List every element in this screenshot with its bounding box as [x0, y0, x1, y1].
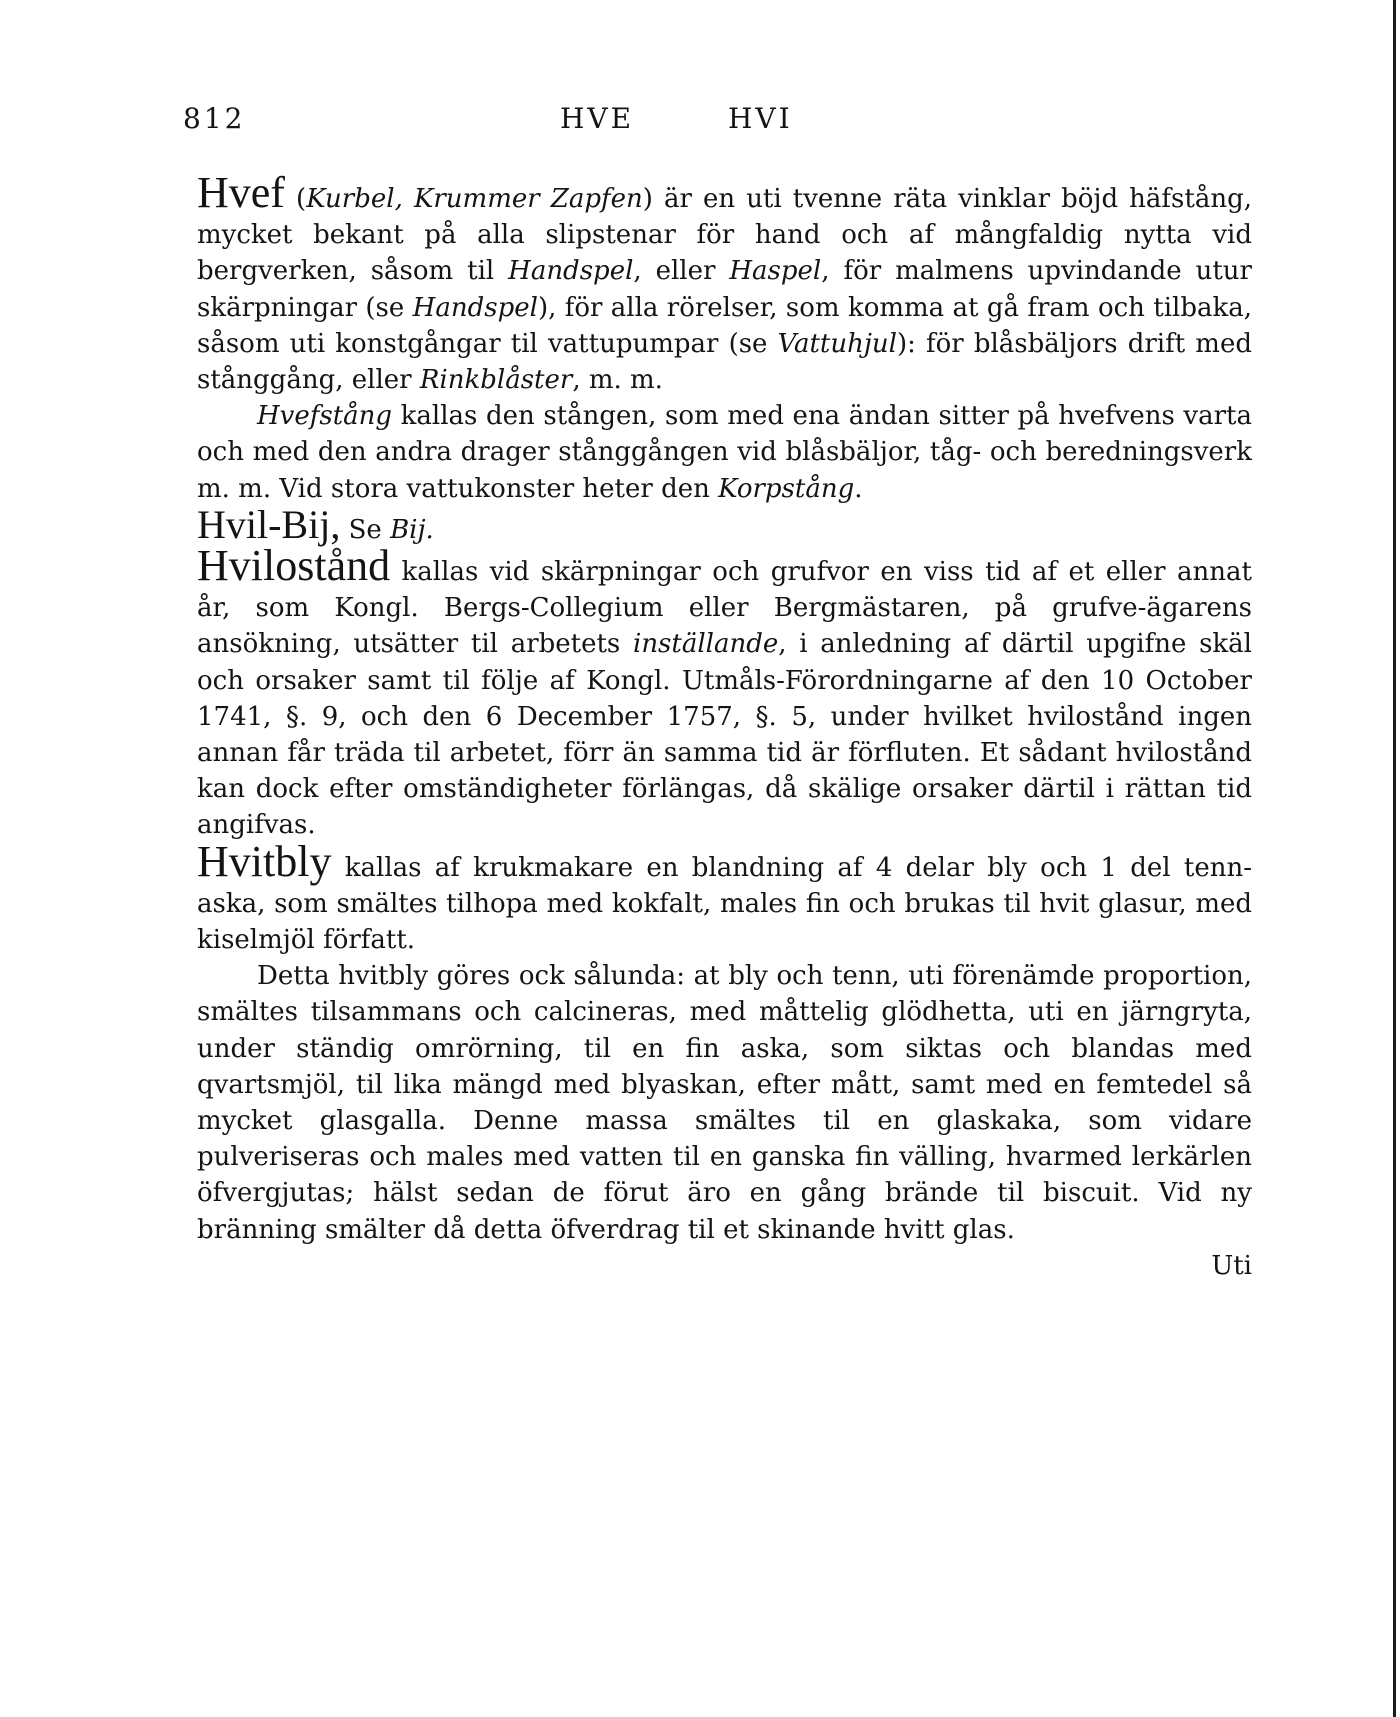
headword-hvitbly: Hvitbly	[197, 836, 332, 886]
alt-term-krummer-zapfen: Krummer Zapfen	[413, 184, 643, 214]
italic-term: inställande	[633, 629, 779, 660]
page-edge-line	[1393, 0, 1396, 1717]
subentry-hvefstang: Hvefstång kallas den stången, som med ena ändan sitter på hvefvens varta och med den andra drager stånggången vid blåsbäljor, tåg- och beredningsverk m. m. Vid stora vattukonster heter den Korpstång.	[197, 401, 1252, 504]
cross-ref: Handspel	[412, 292, 538, 323]
page-body	[197, 168, 1253, 1284]
guide-word-right: HVI	[728, 102, 793, 135]
headword-hvef: Hvef	[197, 168, 285, 217]
headword-hvil-bij: Hvil-Bij,	[197, 501, 341, 547]
paragraph-hvitbly-method: Detta hvitbly göres ock sålunda: at bly och tenn, uti förenämde proportion, smältes tilsammans och calcineras, med måttelig glödhetta, uti en järngryta, under ständig omrörning, til en fin aska, som siktas och blandas med qvartsmjöl, til lika mängd med blyaskan, efter mått, samt med en femtedel så mycket glasgalla. Denne massa smältes til en glaskaka, som vidare pulveriseras och males med vatten til en ganska fin välling, hvarmed lerkärlen öfvergjutas; hälst sedan de förut äro en gång brände til biscuit. Vid ny bränning smälter då detta öfverdrag til et skinande hvitt glas.	[197, 961, 1252, 1245]
entry-hvef: Hvef (Kurbel, Krummer Zapfen) är en uti tvenne räta vinklar böjd häfstång, mycket bekant på alla slipstenar för hand och af mångfaldig nytta vid bergverken, såsom til Handspel, eller Haspel, för malmens upvindande utur skärpningar (se Handspel), för alla rörelser, som komma at gå fram och tilbaka, såsom uti konstgångar til vattupumpar (se Vattuhjul): för blåsbäljors drift med stånggång, eller Rinkblåster, m. m.	[197, 168, 1253, 396]
cross-ref: Rinkblåster	[419, 365, 573, 396]
page-number: 812	[183, 102, 246, 135]
cross-ref: Bij.	[390, 514, 434, 545]
entry-hvitbly: Hvitbly kallas af krukmakare en blandning af 4 delar bly och 1 del tenn-aska, som smältes tilhopa med kokfalt, males fin och brukas til hvit glasur, med kiselmjöl författ.	[197, 836, 1252, 956]
sub-term-hvefstang: Hvefstång	[257, 401, 393, 432]
entry-hvil-bij: Hvil-Bij, Se Bij.	[197, 501, 434, 547]
cross-ref: Handspel	[508, 256, 634, 287]
running-header	[183, 102, 1273, 142]
cross-ref: Haspel	[729, 256, 822, 287]
alt-term-kurbel: Kurbel,	[306, 184, 403, 214]
guide-word-left: HVE	[560, 102, 635, 135]
cross-ref: Vattuhjul	[777, 328, 897, 359]
catchword: Uti	[1211, 1250, 1252, 1281]
cross-ref: Korpstång	[718, 473, 855, 504]
entry-hvilostand: Hvilostånd kallas vid skärpningar och grufvor en viss tid af et eller annat år, som Kongl. Bergs-Collegium eller Bergmästaren, på grufve-ägarens ansökning, utsätter til arbetets inställande, i anledning af därtil upgifne skäl och orsaker samt til följe af Kongl. Utmåls-Förordningarne af den 10 October 1741, §. 9, och den 6 December 1757, §. 5, under hvilket hvilostånd ingen annan får träda til arbetet, förr än samma tid är förfluten. Et sådant hvilostånd kan dock efter omständigheter förlängas, då skälige orsaker därtil i rättan tid angifvas.	[197, 541, 1252, 841]
headword-hvilostand: Hvilostånd	[197, 541, 391, 591]
